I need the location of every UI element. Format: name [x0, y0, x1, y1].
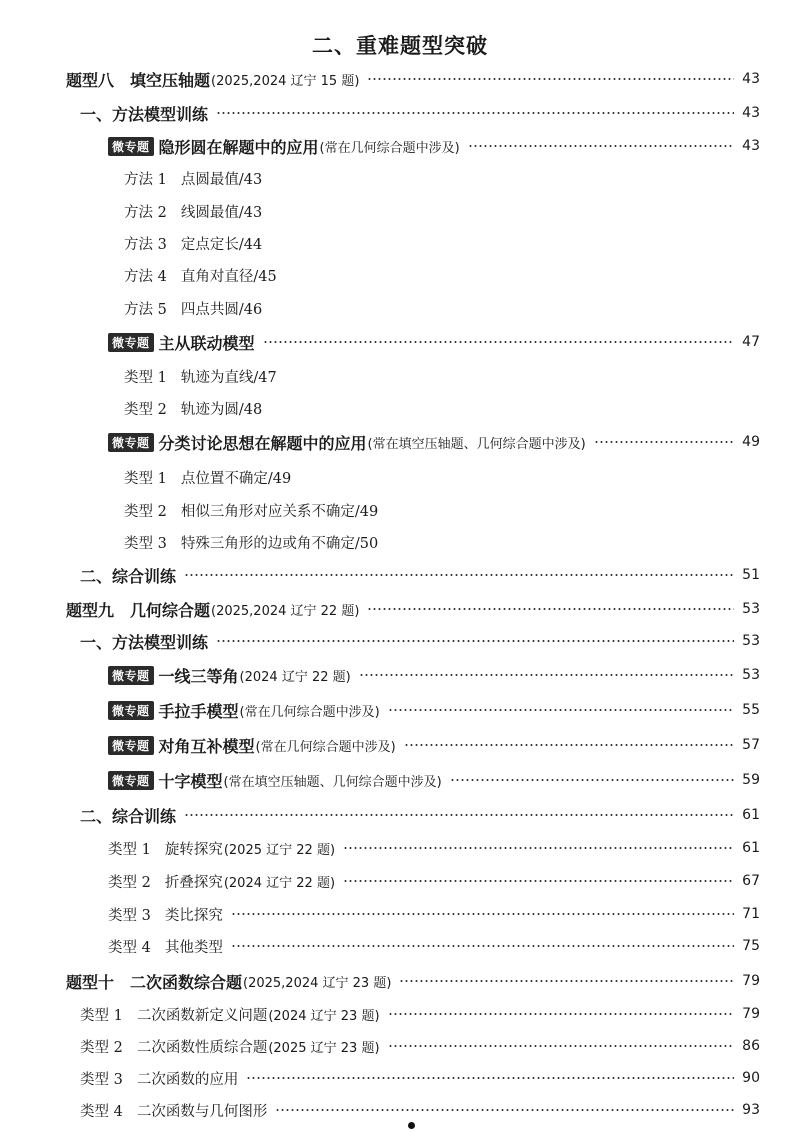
toc-entry-lead: [80, 629, 208, 653]
toc-source-note: (常在几何综合题中涉及): [239, 704, 380, 720]
toc-item-text: 二次函数性质综合题: [136, 1039, 268, 1056]
toc-entry-item[interactable]: [0, 902, 800, 926]
toc-entry-lead: [124, 231, 262, 255]
toc-entry-lead: [80, 1002, 380, 1026]
toc-entry-topic[interactable]: [0, 430, 800, 454]
toc-source-note: (常在填空压轴题、几何综合题中涉及): [223, 774, 442, 790]
dot-leader: [275, 1109, 734, 1111]
toc-item-text: 类比探究: [164, 907, 223, 924]
toc-entry-lead: [124, 296, 262, 320]
toc-item-label: 类型 2: [108, 874, 151, 891]
toc-entry-chapter[interactable]: [0, 969, 800, 993]
toc-item-label: 类型 2: [80, 1039, 123, 1056]
toc-entry-lead: [108, 330, 255, 354]
dot-leader: [231, 913, 734, 915]
dot-leader: [388, 1013, 734, 1015]
toc-heading: 二、综合训练: [80, 806, 177, 826]
toc-source-note: (2025 辽宁 22 题): [223, 842, 336, 858]
toc-entry-lead: [108, 698, 380, 722]
toc-entry-item[interactable]: [0, 934, 800, 958]
toc-topic-title: 分类讨论思想在解题中的应用: [158, 433, 367, 453]
toc-method-text: 特殊三角形的边或角不确定/50: [180, 535, 379, 552]
toc-method-line: [124, 201, 262, 222]
toc-method-text: 定点定长/44: [180, 236, 263, 253]
toc-page-number: 86: [742, 1038, 760, 1054]
toc-entry-lead: [108, 768, 442, 792]
toc-source-note: (2025 辽宁 23 题): [268, 1040, 380, 1056]
toc-entry-lead: [124, 396, 262, 420]
toc-item-label: 类型 1: [80, 1007, 123, 1024]
toc-item-line: [108, 871, 223, 892]
toc-source-note: (2025,2024 辽宁 23 题): [243, 975, 392, 991]
toc-item-line: [108, 838, 223, 859]
toc-page-number: 43: [742, 138, 760, 154]
toc-page-number: 61: [742, 807, 760, 823]
dot-leader: [404, 744, 734, 746]
toc-entry-method: [0, 166, 800, 190]
toc-entry-chapter[interactable]: [0, 597, 800, 621]
toc-method-line: [124, 298, 262, 319]
toc-entry-lead: [66, 969, 391, 993]
toc-method-label: 方法 5: [124, 301, 167, 318]
toc-item-label: 类型 3: [80, 1071, 123, 1088]
toc-entry-topic[interactable]: [0, 663, 800, 687]
micro-topic-badge: 微专题: [108, 736, 154, 755]
toc-page-number: 43: [742, 105, 760, 121]
dot-leader: [388, 1045, 734, 1047]
toc-entry-subitem[interactable]: [0, 1034, 800, 1058]
toc-method-line: [124, 500, 378, 521]
toc-item-text: 折叠探究: [164, 874, 223, 891]
toc-method-label: 方法 3: [124, 236, 167, 253]
toc-entry-topic[interactable]: [0, 768, 800, 792]
toc-page-number: 53: [742, 601, 760, 617]
dot-leader: [343, 847, 734, 849]
toc-entry-section[interactable]: [0, 101, 800, 125]
toc-method-line: [124, 233, 262, 254]
toc-entry-method: [0, 296, 800, 320]
toc-source-note: (2025,2024 辽宁 22 题): [211, 603, 360, 619]
micro-topic-badge: 微专题: [108, 137, 154, 156]
toc-method-label: 类型 1: [124, 369, 167, 386]
toc-method-label: 类型 2: [124, 401, 167, 418]
page-footer-mark: [408, 1122, 415, 1129]
toc-entry-method: [0, 465, 800, 489]
toc-source-note: (2024 辽宁 23 题): [268, 1008, 380, 1024]
dot-leader: [184, 814, 734, 816]
toc-heading: 题型八 填空压轴题: [66, 70, 211, 90]
dot-leader: [246, 1077, 734, 1079]
toc-source-note: (2024 辽宁 22 题): [239, 669, 351, 685]
toc-item-line: [108, 936, 223, 957]
dot-leader: [359, 674, 734, 676]
micro-topic-badge: 微专题: [108, 771, 154, 790]
toc-entry-lead: [108, 902, 223, 926]
toc-entry-lead: [124, 199, 262, 223]
toc-entry-section[interactable]: [0, 803, 800, 827]
toc-page-number: 90: [742, 1070, 760, 1086]
toc-entry-chapter[interactable]: [0, 67, 800, 91]
toc-item-label: 类型 3: [108, 907, 151, 924]
toc-heading: 题型九 几何综合题: [66, 600, 211, 620]
toc-page-number: 93: [742, 1102, 760, 1118]
micro-topic-badge: 微专题: [108, 333, 154, 352]
toc-item-line: [108, 904, 223, 925]
page-title: 二、重难题型突破: [312, 34, 488, 58]
toc-page-number: 53: [742, 667, 760, 683]
toc-item-text: 其他类型: [164, 939, 223, 956]
toc-item-text: 二次函数新定义问题: [136, 1007, 268, 1024]
toc-entry-lead: [124, 530, 378, 554]
toc-method-text: 四点共圆/46: [180, 301, 263, 318]
toc-entry-lead: [124, 465, 291, 489]
toc-page-number: 71: [742, 906, 760, 922]
toc-page-number: 61: [742, 840, 760, 856]
toc-entry-lead: [124, 263, 277, 287]
toc-entry-lead: [124, 364, 277, 388]
toc-method-text: 点圆最值/43: [180, 171, 263, 188]
toc-source-note: (2024 辽宁 22 题): [223, 875, 336, 891]
toc-entry-method: [0, 199, 800, 223]
toc-entry-lead: [124, 498, 378, 522]
toc-item-line: [80, 1100, 267, 1121]
toc-entry-section[interactable]: [0, 629, 800, 653]
toc-item-text: 二次函数的应用: [136, 1071, 239, 1088]
toc-entry-lead: [108, 663, 351, 687]
dot-leader: [343, 880, 734, 882]
dot-leader: [399, 980, 734, 982]
toc-entry-lead: [66, 597, 359, 621]
toc-method-line: [124, 265, 277, 286]
toc-method-text: 直角对直径/45: [180, 268, 277, 285]
toc-page-number: 47: [742, 334, 760, 350]
dot-leader: [468, 145, 734, 147]
toc-item-label: 类型 1: [108, 841, 151, 858]
toc-method-label: 方法 1: [124, 171, 167, 188]
toc-entry-method: [0, 364, 800, 388]
toc-topic-title: 隐形圆在解题中的应用: [158, 137, 319, 157]
toc-heading: 一、方法模型训练: [80, 104, 209, 124]
toc-source-note: (常在填空压轴题、几何综合题中涉及): [367, 436, 586, 452]
toc-page-number: 51: [742, 567, 760, 583]
toc-item-line: [80, 1004, 267, 1025]
toc-topic-title: 一线三等角: [158, 666, 239, 686]
dot-leader: [184, 574, 734, 576]
toc-method-label: 类型 3: [124, 535, 167, 552]
toc-method-text: 相似三角形对应关系不确定/49: [180, 503, 379, 520]
toc-page-number: 49: [742, 434, 760, 450]
dot-leader: [216, 640, 734, 642]
toc-entry-lead: [80, 563, 176, 587]
dot-leader: [367, 78, 734, 80]
toc-page-number: 75: [742, 938, 760, 954]
micro-topic-badge: 微专题: [108, 433, 154, 452]
dot-leader: [231, 945, 734, 947]
toc-entry-topic[interactable]: [0, 733, 800, 757]
toc-entry-method: [0, 530, 800, 554]
dot-leader: [367, 608, 734, 610]
toc-entry-lead: [80, 101, 208, 125]
toc-method-text: 点位置不确定/49: [180, 470, 292, 487]
dot-leader: [263, 341, 734, 343]
dot-leader: [594, 441, 734, 443]
toc-page-number: 53: [742, 633, 760, 649]
toc-item-label: 类型 4: [80, 1103, 123, 1120]
dot-leader: [216, 112, 734, 114]
toc-entry-method: [0, 498, 800, 522]
toc-topic-title: 主从联动模型: [158, 333, 255, 353]
toc-heading: 二、综合训练: [80, 566, 177, 586]
toc-entry-lead: [80, 1034, 380, 1058]
toc-entry-method: [0, 396, 800, 420]
toc-entry-lead: [108, 430, 586, 454]
toc-topic-title: 手拉手模型: [158, 701, 239, 721]
toc-page-number: 79: [742, 1006, 760, 1022]
toc-entry-lead: [108, 934, 223, 958]
toc-entry-lead: [108, 869, 335, 893]
toc-entry-lead: [108, 836, 335, 860]
toc-entry-lead: [108, 134, 460, 158]
toc-method-line: [124, 398, 262, 419]
toc-item-line: [80, 1068, 238, 1089]
toc-method-line: [124, 168, 262, 189]
toc-entry-topic[interactable]: [0, 698, 800, 722]
toc-method-label: 类型 1: [124, 470, 167, 487]
toc-page-number: 43: [742, 71, 760, 87]
toc-entry-lead: [66, 67, 359, 91]
toc-entry-topic[interactable]: [0, 134, 800, 158]
toc-entry-lead: [80, 1066, 238, 1090]
toc-source-note: (常在几何综合题中涉及): [319, 140, 460, 156]
toc-entry-item[interactable]: [0, 869, 800, 893]
toc-heading: 一、方法模型训练: [80, 632, 209, 652]
toc-method-line: [124, 467, 291, 488]
toc-method-label: 方法 2: [124, 204, 167, 221]
toc-method-line: [124, 366, 277, 387]
toc-entry-method: [0, 263, 800, 287]
toc-entry-section[interactable]: [0, 563, 800, 587]
toc-page-number: 55: [742, 702, 760, 718]
toc-method-label: 方法 4: [124, 268, 167, 285]
toc-entry-item[interactable]: [0, 836, 800, 860]
toc-page-number: 57: [742, 737, 760, 753]
toc-page-number: 67: [742, 873, 760, 889]
toc-entry-lead: [80, 1098, 267, 1122]
toc-entry-subitem[interactable]: [0, 1098, 800, 1122]
toc-topic-title: 对角互补模型: [158, 736, 255, 756]
toc-method-text: 轨迹为直线/47: [180, 369, 277, 386]
toc-method-text: 轨迹为圆/48: [180, 401, 263, 418]
toc-entry-topic[interactable]: [0, 330, 800, 354]
toc-method-line: [124, 532, 378, 553]
toc-source-note: (常在几何综合题中涉及): [255, 739, 396, 755]
toc-method-text: 线圆最值/43: [180, 204, 263, 221]
micro-topic-badge: 微专题: [108, 666, 154, 685]
micro-topic-badge: 微专题: [108, 701, 154, 720]
toc-item-line: [80, 1036, 267, 1057]
toc-entry-method: [0, 231, 800, 255]
toc-entry-subitem[interactable]: [0, 1002, 800, 1026]
dot-leader: [450, 779, 734, 781]
toc-item-label: 类型 4: [108, 939, 151, 956]
toc-heading: 题型十 二次函数综合题: [66, 972, 243, 992]
toc-method-label: 类型 2: [124, 503, 167, 520]
toc-source-note: (2025,2024 辽宁 15 题): [211, 73, 360, 89]
toc-entry-lead: [124, 166, 262, 190]
toc-page-number: 79: [742, 973, 760, 989]
toc-topic-title: 十字模型: [158, 771, 223, 791]
toc-page-number: 59: [742, 772, 760, 788]
toc-entry-subitem[interactable]: [0, 1066, 800, 1090]
toc-entry-lead: [80, 803, 176, 827]
toc-entry-lead: [108, 733, 396, 757]
toc-item-text: 旋转探究: [164, 841, 223, 858]
dot-leader: [388, 709, 734, 711]
toc-item-text: 二次函数与几何图形: [136, 1103, 268, 1120]
